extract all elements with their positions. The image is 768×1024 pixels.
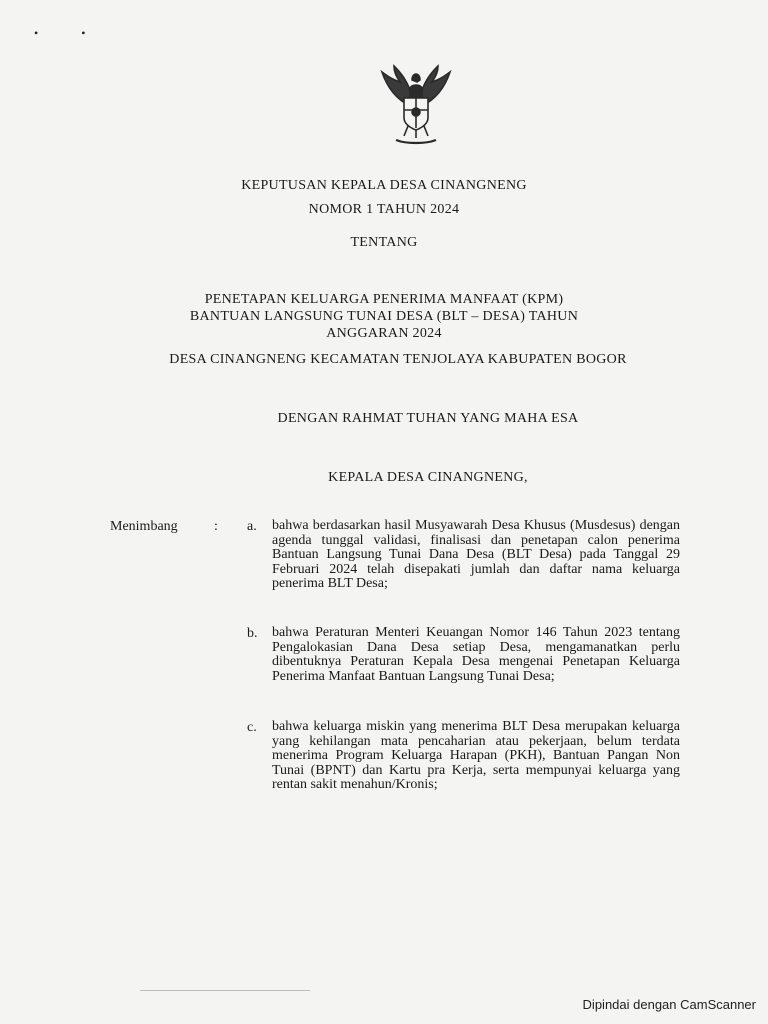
considering-label: Menimbang [110,519,178,534]
decree-number: NOMOR 1 TAHUN 2024 [308,202,460,217]
item-marker: b. [247,626,258,641]
decree-title: KEPUTUSAN KEPALA DESA CINANGNENG [241,178,527,193]
scan-edge-line [140,990,310,991]
blessing-line: DENGAN RAHMAT TUHAN YANG MAHA ESA [277,411,579,426]
official-title: KEPALA DESA CINANGNENG, [328,470,528,485]
subject-line-1: PENETAPAN KELUARGA PENERIMA MANFAAT (KPM) [204,292,564,307]
garuda-emblem-icon [370,60,462,150]
subject-line-3: ANGGARAN 2024 [326,326,442,341]
item-marker: c. [247,720,257,735]
item-text: bahwa berdasarkan hasil Musyawarah Desa Khusus (Musdesus) dengan agenda tunggal validasi, finalisasi dan penetapan calon penerima Bantuan Langsung Tunai Dana Desa (BLT Desa) pada Tanggal 29 Februari 2024 telah disepakati jumlah dan daftar nama keluarga penerima BLT Desa; [272,518,680,591]
item-marker: a. [247,519,257,534]
item-text: bahwa keluarga miskin yang menerima BLT Desa merupakan keluarga yang kehilangan mata pencaharian atau pekerjaan, belum terdata menerima Program Keluarga Harapan (PKH), Bantuan Pangan Non Tunai (BPNT) dan Kartu pra Kerja, serta mempunyai keluarga yang rentan sakit menahun/Kronis; [272,719,680,792]
location-line: DESA CINANGNENG KECAMATAN TENJOLAYA KABUPATEN BOGOR [169,352,627,367]
considering-colon: : [214,519,218,534]
camscanner-footer: Dipindai dengan CamScanner [582,997,756,1012]
item-text: bahwa Peraturan Menteri Keuangan Nomor 146 Tahun 2023 tentang Pengalokasian Dana Desa setiap Desa, mengamanatkan perlu dibentuknya Peraturan Kepala Desa mengenai Penetapan Keluarga Penerima Manfaat Bantuan Langsung Tunai Desa; [272,625,680,684]
about-heading: TENTANG [350,235,418,250]
scan-artifact-dots: • • [34,26,106,40]
subject-line-2: BANTUAN LANGSUNG TUNAI DESA (BLT – DESA) TAHUN [189,309,579,324]
